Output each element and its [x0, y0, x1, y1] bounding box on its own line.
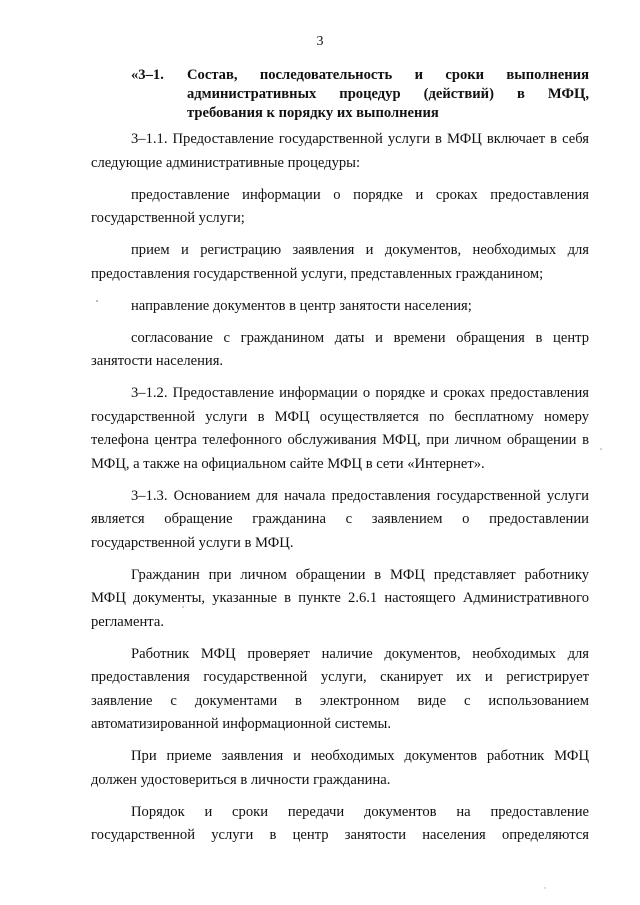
section-heading-number: «3–1.: [131, 67, 164, 83]
paragraph: 3–1.2. Предоставление информации о порядке и сроках предоставления государственной услуги в МФЦ осуществляется по бесплатному номеру телефона центра телефонного обслуживания МФЦ, при личном обращении в МФЦ, а также на официальном сайте МФЦ в сети «Интернет».: [91, 385, 589, 472]
page-number: 3: [316, 34, 324, 49]
section-heading-text: Состав, последовательность и сроки выполнения административных процедур (действий) в МФЦ, требования к порядку их выполнения: [187, 67, 589, 121]
paragraph: прием и регистрацию заявления и документов, необходимых для предоставления государственной услуги, представленных гражданином;: [91, 242, 589, 282]
paragraph: направление документов в центр занятости населения;: [131, 297, 472, 314]
paragraph: предоставление информации о порядке и сроках предоставления государственной услуги;: [91, 186, 589, 226]
paragraph: Работник МФЦ проверяет наличие документов, необходимых для предоставления государственной услуги, сканирует их и регистрирует заявление с документами в электронном виде с использованием автоматизированной информационной системы.: [91, 645, 589, 732]
paragraph: 3–1.3. Основанием для начала предоставления государственной услуги является обращение гражданина с заявлением о предоставлении государственной услуги в МФЦ.: [91, 487, 589, 551]
paragraph: Гражданин при личном обращении в МФЦ представляет работнику МФЦ документы, указанные в пункте 2.6.1 настоящего Административного регламента.: [91, 566, 589, 630]
document-body: [91, 128, 589, 848]
paragraph: 3–1.1. Предоставление государственной услуги в МФЦ включает в себя следующие административные процедуры:: [91, 131, 589, 171]
paragraph: согласование с гражданином даты и времени обращения в центр занятости населения.: [91, 329, 589, 369]
section-heading: [131, 66, 589, 123]
paragraph: При приеме заявления и необходимых документов работник МФЦ должен удостовериться в личности гражданина.: [91, 748, 589, 788]
paragraph: Порядок и сроки передачи документов на предоставление государственной услуги в центр занятости населения определяются: [91, 803, 589, 843]
